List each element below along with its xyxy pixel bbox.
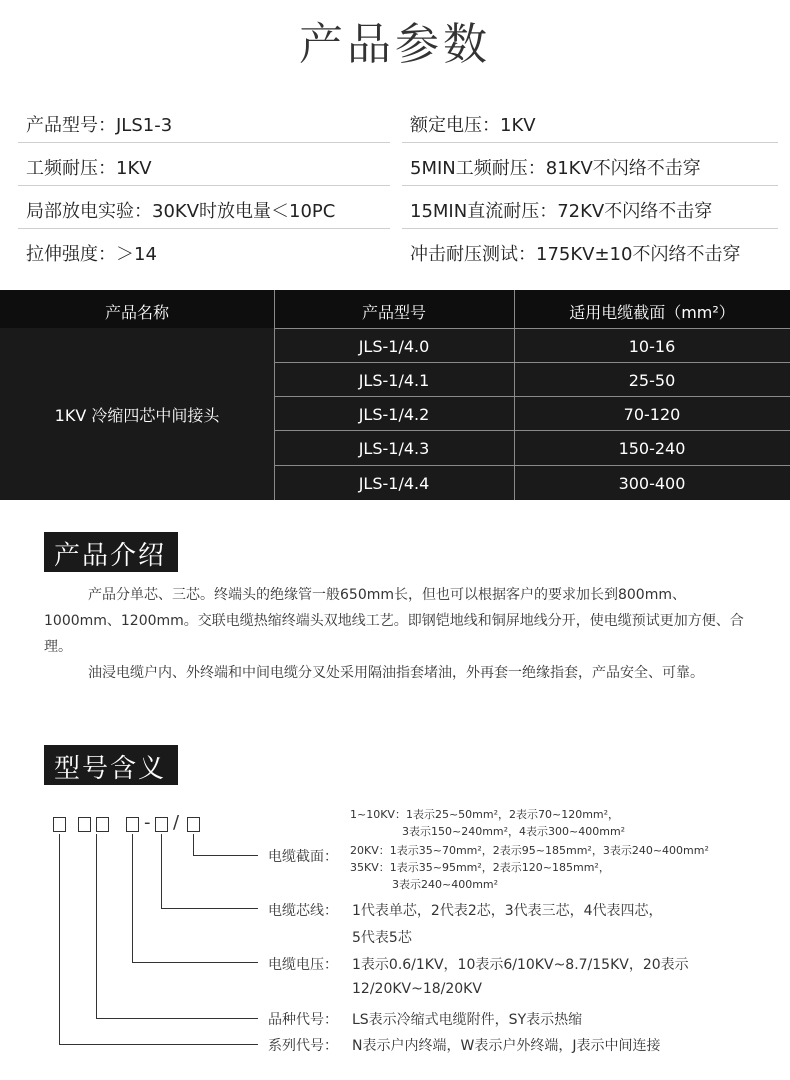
param-15min-dc-withstand: 15MIN直流耐压：72KV不闪络不击穿 (410, 201, 713, 222)
column-divider (514, 290, 515, 500)
cable-section-label: 电缆截面： (268, 849, 338, 865)
section-cell: 25-50 (628, 371, 676, 390)
series-code-text: N表示户内终端，W表示户外终端，J表示中间连接 (352, 1038, 661, 1054)
section-heading-intro: 产品介绍 (44, 532, 178, 572)
param-5min-withstand: 5MIN工频耐压：81KV不闪络不击穿 (410, 158, 701, 179)
section-cell: 70-120 (623, 405, 681, 424)
param-model: 产品型号：JLS1-3 (26, 115, 173, 136)
cable-cores-text: 1代表单芯，2代表2芯，3代表三芯，4代表四芯， (352, 903, 663, 919)
row-divider (274, 465, 790, 466)
cable-voltage-text: 12/20KV~18/20KV (352, 981, 482, 997)
row-divider (274, 362, 790, 363)
intro-text (44, 582, 744, 686)
dash-symbol: - (144, 812, 151, 833)
row-divider (274, 396, 790, 397)
page-title: 产品参数 (299, 19, 491, 70)
header-product-model: 产品型号 (361, 303, 426, 322)
section-note: 3表示240~400mm² (392, 878, 499, 891)
cable-voltage-label: 电缆电压： (268, 957, 338, 973)
section-cell: 150-240 (618, 439, 686, 458)
parameter-row (18, 143, 778, 186)
model-cell: JLS-1/4.2 (358, 405, 430, 424)
section-cell: 10-16 (628, 337, 676, 356)
section-cell: 300-400 (618, 474, 686, 493)
model-cell: JLS-1/4.4 (358, 474, 430, 493)
connector-line (59, 834, 258, 1045)
header-cable-section: 适用电缆截面（mm²） (569, 303, 735, 322)
cable-cores-label: 电缆芯线： (268, 903, 338, 919)
intro-paragraph: 产品分单芯、三芯。终端头的绝缘管一般650mm长，但也可以根据客户的要求加长到800mm、1000mm、1200mm。交联电缆热缩终端头双地线工艺。即钢铠地线和铜屏地线分开，使电缆预试更加方便、合理。 (44, 587, 744, 655)
product-name-cell: 1KV 冷缩四芯中间接头 (54, 405, 220, 425)
cable-voltage-text: 1表示0.6/1KV，10表示6/10KV~8.7/15KV，20表示 (352, 957, 689, 973)
section-note: 20KV：1表示35~70mm²，2表示95~185mm²，3表示240~400mm² (350, 844, 709, 857)
param-rated-voltage: 额定电压：1KV (410, 115, 536, 136)
parameter-row (18, 100, 778, 143)
model-cell: JLS-1/4.1 (358, 371, 430, 390)
row-divider (274, 328, 790, 329)
column-divider (274, 290, 275, 500)
placeholder-box (126, 817, 139, 832)
variety-code-label: 品种代号： (268, 1012, 338, 1028)
cable-cores-text: 5代表5芯 (352, 930, 412, 946)
placeholder-box (187, 817, 200, 832)
row-divider (274, 430, 790, 431)
section-note: 3表示150~240mm²，4表示300~400mm² (402, 825, 626, 838)
param-impulse-test: 冲击耐压测试：175KV±10不闪络不击穿 (410, 244, 741, 265)
model-cell: JLS-1/4.3 (358, 439, 430, 458)
param-power-frequency: 工频耐压：1KV (26, 158, 152, 179)
param-tensile-strength: 拉伸强度：＞14 (26, 244, 157, 265)
placeholder-box (53, 817, 66, 832)
placeholder-box (78, 817, 91, 832)
param-partial-discharge: 局部放电实验：30KV时放电量＜10PC (26, 201, 336, 222)
placeholder-box (155, 817, 168, 832)
placeholder-box (96, 817, 109, 832)
parameter-row (18, 186, 778, 229)
parameter-row (18, 229, 778, 272)
spec-table (0, 290, 790, 500)
section-note: 35KV：1表示35~95mm²，2表示120~185mm²， (350, 861, 610, 874)
parameter-list (18, 100, 778, 272)
header-product-name: 产品名称 (104, 303, 169, 322)
section-heading-model-meaning: 型号含义 (44, 745, 178, 785)
section-note: 1~10KV：1表示25~50mm²，2表示70~120mm²， (350, 808, 620, 821)
slash-symbol: / (173, 812, 180, 833)
model-cell: JLS-1/4.0 (358, 337, 430, 356)
variety-code-text: LS表示冷缩式电缆附件，SY表示热缩 (352, 1012, 583, 1028)
series-code-label: 系列代号： (268, 1038, 338, 1054)
intro-paragraph: 油浸电缆户内、外终端和中间电缆分叉处采用隔油指套堵油，外再套一绝缘指套，产品安全、可靠。 (88, 665, 704, 681)
model-meaning-diagram (0, 790, 790, 1060)
